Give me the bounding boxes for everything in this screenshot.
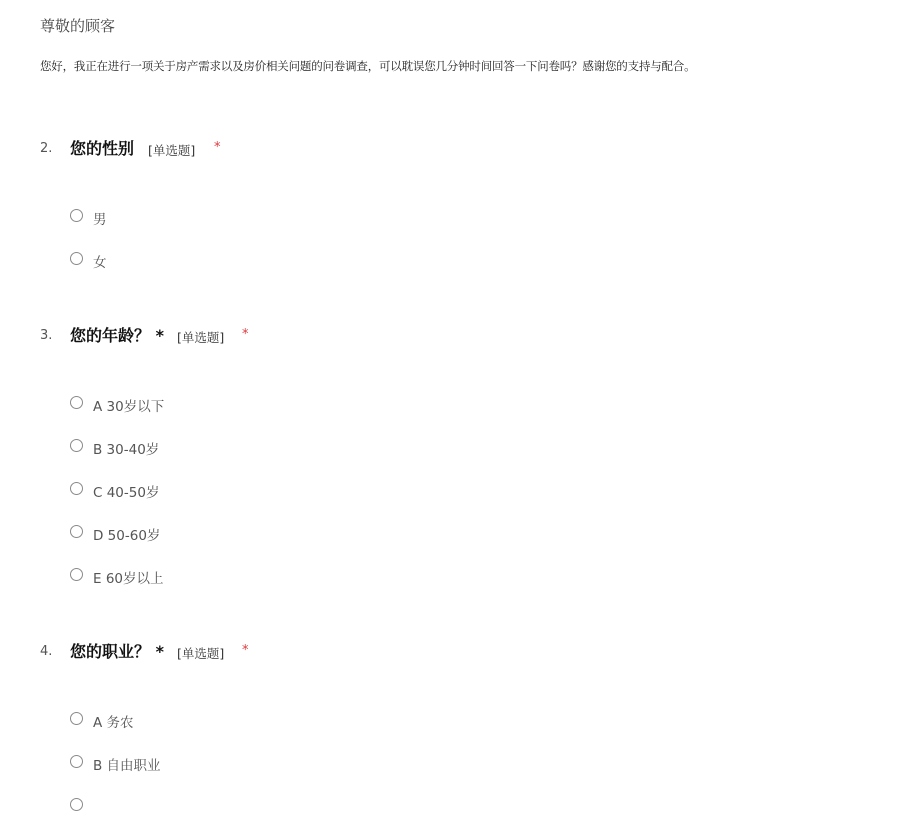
radio-button[interactable]	[70, 568, 83, 581]
option-label[interactable]: B 自由职业	[93, 758, 161, 774]
radio-button[interactable]	[70, 482, 83, 495]
radio-button[interactable]	[70, 525, 83, 538]
radio-button[interactable]	[70, 439, 83, 452]
required-mark: *	[214, 140, 221, 155]
radio-button[interactable]	[70, 755, 83, 768]
question-number: 3.	[40, 328, 53, 343]
question-type-label: [单选题]	[177, 330, 225, 345]
intro-text: 您好，我正在进行一项关于房产需求以及房价相关问题的问卷调查，可以耽误您几分钟时间回答一下问卷吗？感谢您的支持与配合。	[40, 59, 696, 73]
option-label[interactable]: A 30岁以下	[93, 399, 165, 415]
option-label[interactable]: E 60岁以上	[93, 571, 164, 587]
radio-button[interactable]	[70, 712, 83, 725]
option-label[interactable]: A 务农	[93, 715, 134, 731]
question-type-label: [单选题]	[177, 646, 225, 661]
question-type-label: [单选题]	[148, 143, 196, 158]
question-number: 2.	[40, 141, 53, 156]
option-label[interactable]: C 40-50岁	[93, 485, 160, 501]
option-label[interactable]: D 50-60岁	[93, 528, 161, 544]
required-mark: *	[242, 327, 249, 342]
required-mark: *	[242, 643, 249, 658]
question-title: 您的职业？ *	[70, 642, 164, 661]
question-number: 4.	[40, 644, 53, 659]
question-title: 您的性别	[70, 139, 135, 158]
question-title: 您的年龄？ *	[70, 326, 164, 345]
greeting-text: 尊敬的顾客	[40, 17, 116, 35]
radio-button[interactable]	[70, 252, 83, 265]
radio-button[interactable]	[70, 396, 83, 409]
option-label[interactable]: 女	[93, 255, 107, 271]
option-label[interactable]: 男	[93, 212, 107, 228]
option-label[interactable]: B 30-40岁	[93, 442, 160, 458]
radio-button[interactable]	[70, 209, 83, 222]
